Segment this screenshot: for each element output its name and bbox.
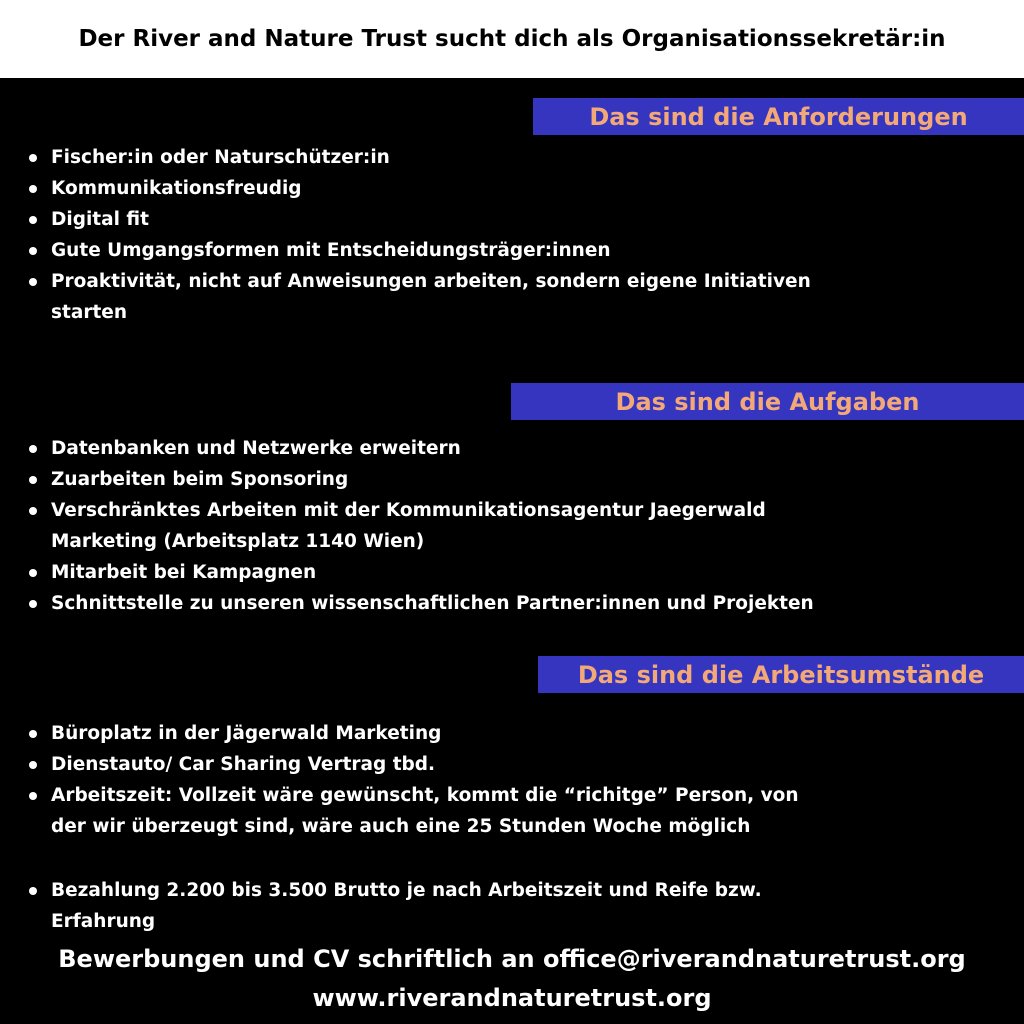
list-item: Zuarbeiten beim Sponsoring — [28, 464, 948, 495]
list-item: Datenbanken und Netzwerke erweitern — [28, 433, 948, 464]
requirements-list — [28, 142, 948, 328]
list-item: Dienstauto/ Car Sharing Vertrag tbd. — [28, 749, 928, 780]
list-item: Digital fit — [28, 204, 948, 235]
tasks-heading: Das sind die Aufgaben — [511, 383, 1024, 420]
list-item: Büroplatz in der Jägerwald Marketing — [28, 718, 928, 749]
page-title: Der River and Nature Trust sucht dich als Organisationssekretär:in — [78, 26, 946, 52]
list-item: Bezahlung 2.200 bis 3.500 Brutto je nach Arbeitszeit und Reife bzw. Erfahrung — [28, 875, 928, 937]
conditions-heading: Das sind die Arbeitsumstände — [538, 656, 1024, 693]
application-contact: Bewerbungen und CV schriftlich an office@riverandnaturetrust.org — [58, 945, 966, 973]
tasks-list — [28, 433, 948, 619]
list-item: Schnittstelle zu unseren wissenschaftlichen Partner:innen und Projekten — [28, 588, 948, 619]
title-divider — [0, 73, 1024, 78]
conditions-list — [28, 718, 928, 842]
list-item: Verschränktes Arbeiten mit der Kommunikationsagentur Jaegerwald Marketing (Arbeitsplatz 1140 Wien) — [28, 495, 948, 557]
list-item: Proaktivität, nicht auf Anweisungen arbeiten, sondern eigene Initiativen starten — [28, 266, 948, 328]
salary-list — [28, 875, 928, 937]
list-item: Arbeitszeit: Vollzeit wäre gewünscht, kommt die “richitge” Person, von der wir überzeugt sind, wäre auch eine 25 Stunden Woche möglich — [28, 780, 928, 842]
list-item: Fischer:in oder Naturschützer:in — [28, 142, 948, 173]
list-item: Kommunikationsfreudig — [28, 173, 948, 204]
requirements-heading: Das sind die Anforderungen — [533, 98, 1024, 135]
list-item: Mitarbeit bei Kampagnen — [28, 557, 948, 588]
list-item: Gute Umgangsformen mit Entscheidungsträger:innen — [28, 235, 948, 266]
website-url: www.riverandnaturetrust.org — [312, 984, 712, 1012]
